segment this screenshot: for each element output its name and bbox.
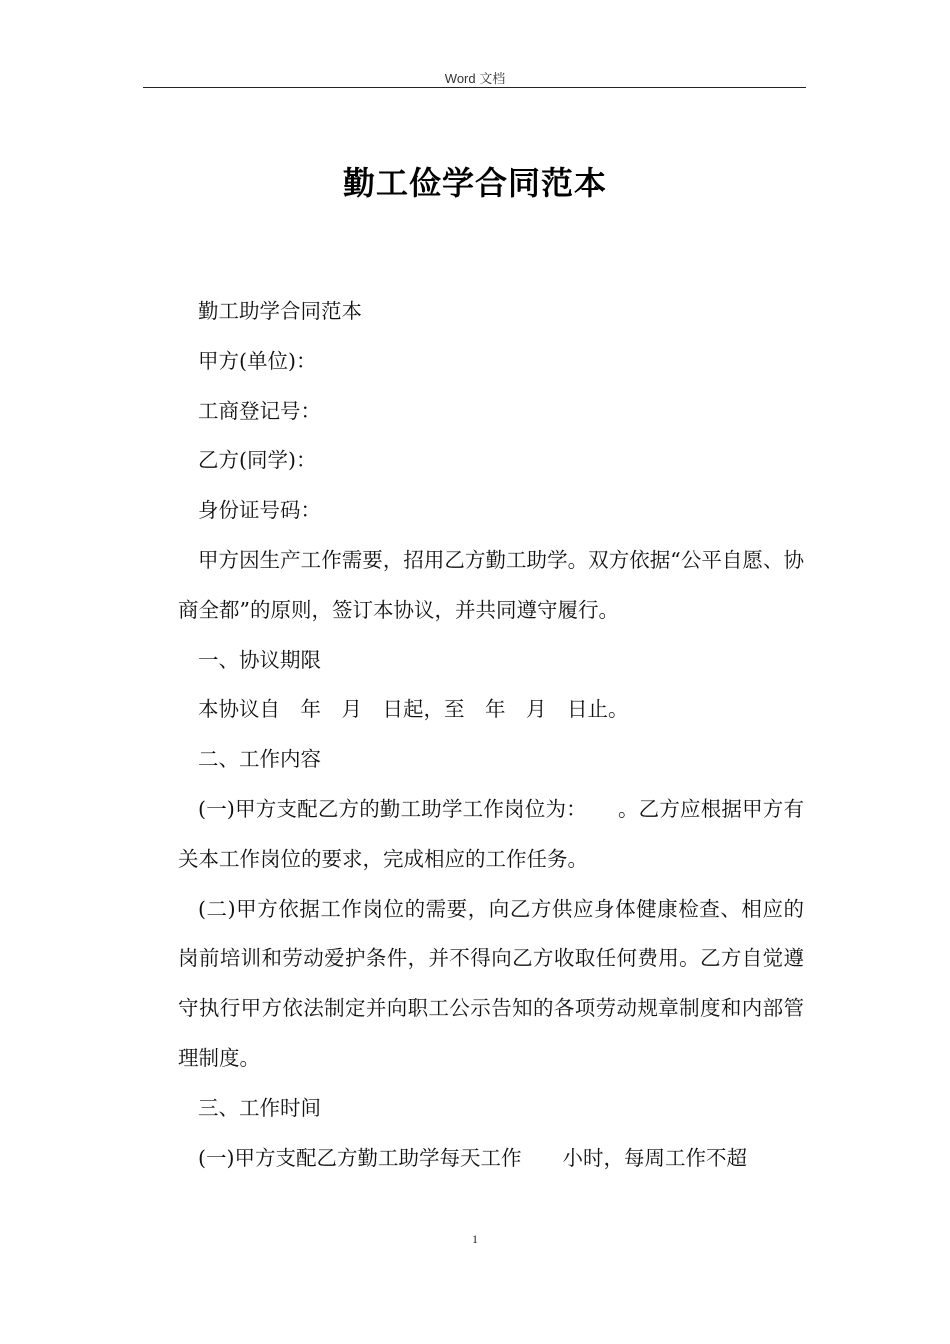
document-title: 勤工俭学合同范本 [342,164,607,202]
document-body [178,287,804,1183]
paragraph-term: 本协议自 年 月 日起，至 年 月 日止。 [198,697,629,722]
paragraph-business-registration: 工商登记号： [198,398,321,423]
page-header-text: Word 文档 [444,71,506,86]
paragraph-party-b: 乙方(同学)： [198,448,317,473]
section-heading-work-hours: 三、工作时间 [198,1095,321,1120]
header-divider [143,87,806,88]
paragraph-id-number: 身份证号码： [198,498,321,523]
section-heading-term: 一、协议期限 [198,647,321,672]
paragraph-preamble: 甲方因生产工作需要，招用乙方勤工助学。双方依据“公平自愿、协商全都”的原则，签订本协议，并共同遵守履行。 [178,547,804,622]
paragraph-work-hours-1: (一)甲方支配乙方勤工助学每天工作 小时，每周工作不超 [198,1145,747,1170]
page-number: 1 [472,1232,478,1246]
paragraph-work-content-1: (一)甲方支配乙方的勤工助学工作岗位为： 。乙方应根据甲方有关本工作岗位的要求，完成相应的工作任务。 [178,796,804,871]
section-heading-work-content: 二、工作内容 [198,747,321,772]
paragraph-party-a: 甲方(单位)： [198,348,317,373]
paragraph-work-content-2: (二)甲方依据工作岗位的需要，向乙方供应身体健康检查、相应的岗前培训和劳动爱护条件，并不得向乙方收取任何费用。乙方自觉遵守执行甲方依法制定并向职工公示告知的各项劳动规章制度和内部管理制度。 [178,896,804,1070]
paragraph-subtitle: 勤工助学合同范本 [198,299,362,323]
